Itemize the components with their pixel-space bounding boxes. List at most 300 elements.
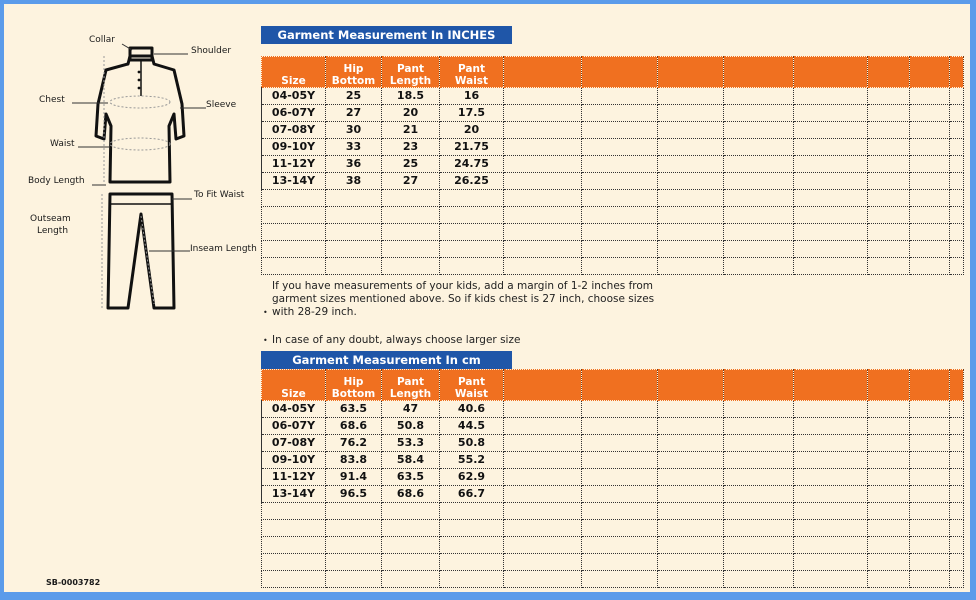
empty-cell	[950, 435, 964, 452]
empty-cell	[658, 139, 724, 156]
empty-cell	[950, 156, 964, 173]
empty-cell	[658, 122, 724, 139]
empty-cell	[868, 207, 910, 224]
size-cell: 04-05Y	[262, 401, 326, 418]
empty-cell	[582, 207, 658, 224]
empty-cell	[868, 503, 910, 520]
empty-cell	[582, 418, 658, 435]
empty-cell	[582, 520, 658, 537]
empty-cell	[794, 105, 868, 122]
empty-cell	[658, 503, 724, 520]
measurement-cell: 33	[326, 139, 382, 156]
measurement-cell: 50.8	[440, 435, 504, 452]
empty-cell	[910, 520, 950, 537]
empty-cell	[658, 207, 724, 224]
empty-cell	[262, 554, 326, 571]
empty-cell	[794, 241, 868, 258]
measurement-cell: 50.8	[382, 418, 440, 435]
empty-cell	[504, 537, 582, 554]
measurement-cell: 63.5	[326, 401, 382, 418]
empty-cell	[950, 401, 964, 418]
measurement-cell: 63.5	[382, 469, 440, 486]
empty-cell	[582, 88, 658, 105]
empty-cell	[382, 503, 440, 520]
empty-cell	[658, 258, 724, 275]
table-row	[262, 452, 964, 469]
empty-cell	[724, 173, 794, 190]
empty-cell	[910, 486, 950, 503]
empty-cell	[504, 401, 582, 418]
empty-cell	[504, 418, 582, 435]
empty-cell	[658, 435, 724, 452]
empty-cell	[724, 418, 794, 435]
empty-cell	[504, 241, 582, 258]
empty-cell	[440, 207, 504, 224]
empty-cell	[382, 537, 440, 554]
empty-cell	[868, 156, 910, 173]
empty-cell	[950, 105, 964, 122]
header-row	[262, 57, 964, 88]
empty-cell	[910, 105, 950, 122]
empty-cell	[658, 88, 724, 105]
size-cell: 11-12Y	[262, 469, 326, 486]
empty-cell	[910, 537, 950, 554]
empty-cell	[262, 503, 326, 520]
label-shoulder: Shoulder	[191, 46, 232, 56]
empty-cell	[658, 537, 724, 554]
empty-cell	[724, 537, 794, 554]
empty-cell	[950, 173, 964, 190]
empty-cell	[910, 207, 950, 224]
empty-cell	[724, 554, 794, 571]
empty-cell	[582, 105, 658, 122]
note-1-line-3: with 28-29 inch.	[272, 306, 357, 318]
empty-cell	[440, 537, 504, 554]
empty-cell	[262, 190, 326, 207]
empty-cell	[724, 571, 794, 588]
measurement-cell: 55.2	[440, 452, 504, 469]
empty-cell	[910, 452, 950, 469]
table-row	[262, 122, 964, 139]
empty-cell	[582, 224, 658, 241]
empty-cell	[504, 503, 582, 520]
empty-cell	[504, 554, 582, 571]
empty-cell	[724, 122, 794, 139]
empty-cell	[262, 258, 326, 275]
empty-cell	[504, 258, 582, 275]
empty-cell	[440, 571, 504, 588]
empty-cell	[504, 520, 582, 537]
empty-cell	[950, 452, 964, 469]
empty-cell	[504, 88, 582, 105]
empty-cell	[582, 173, 658, 190]
header-cell-empty	[868, 370, 910, 401]
empty-cell	[582, 156, 658, 173]
empty-cell	[326, 207, 382, 224]
size-cell: 09-10Y	[262, 139, 326, 156]
empty-cell	[382, 224, 440, 241]
header-cell-empty	[504, 57, 582, 88]
empty-cell	[326, 571, 382, 588]
empty-cell	[504, 156, 582, 173]
empty-cell	[382, 241, 440, 258]
measurement-cell: 25	[382, 156, 440, 173]
empty-cell	[262, 537, 326, 554]
empty-cell	[794, 520, 868, 537]
measurement-cell: 26.25	[440, 173, 504, 190]
header-row	[262, 370, 964, 401]
empty-cell	[504, 469, 582, 486]
empty-cell	[440, 241, 504, 258]
empty-cell	[504, 139, 582, 156]
empty-cell	[582, 139, 658, 156]
label-waist: Waist	[50, 139, 75, 149]
empty-cell	[794, 435, 868, 452]
empty-cell	[794, 190, 868, 207]
table-row	[262, 173, 964, 190]
empty-cell	[382, 520, 440, 537]
empty-cell	[868, 190, 910, 207]
empty-cell	[950, 224, 964, 241]
measurement-cell: 16	[440, 88, 504, 105]
empty-cell	[950, 139, 964, 156]
label-outseam-line1: Outseam	[30, 214, 71, 224]
note-1-line-2: garment sizes mentioned above. So if kids chest is 27 inch, choose sizes	[272, 293, 655, 305]
empty-cell	[504, 452, 582, 469]
empty-cell	[262, 207, 326, 224]
measurement-cell: 76.2	[326, 435, 382, 452]
empty-cell	[950, 520, 964, 537]
empty-cell	[658, 571, 724, 588]
size-cell: 09-10Y	[262, 452, 326, 469]
empty-cell	[440, 503, 504, 520]
empty-cell	[950, 190, 964, 207]
empty-cell	[504, 105, 582, 122]
empty-cell	[950, 486, 964, 503]
size-cell: 07-08Y	[262, 122, 326, 139]
empty-cell	[504, 224, 582, 241]
measurement-cell: 18.5	[382, 88, 440, 105]
empty-cell	[794, 418, 868, 435]
header-cell-empty	[724, 370, 794, 401]
empty-cell	[794, 452, 868, 469]
empty-cell	[504, 207, 582, 224]
empty-cell	[504, 173, 582, 190]
empty-cell	[582, 571, 658, 588]
empty-row	[262, 190, 964, 207]
measurement-cell: 27	[326, 105, 382, 122]
empty-cell	[582, 258, 658, 275]
empty-cell	[950, 241, 964, 258]
header-cell-empty	[504, 370, 582, 401]
empty-cell	[440, 520, 504, 537]
column-header: Pant Length	[382, 370, 440, 401]
empty-cell	[868, 105, 910, 122]
measurement-cell: 38	[326, 173, 382, 190]
header-cell-empty	[582, 370, 658, 401]
table-row	[262, 105, 964, 122]
empty-cell	[724, 207, 794, 224]
column-header: Pant Waist	[440, 57, 504, 88]
empty-cell	[910, 469, 950, 486]
empty-cell	[868, 88, 910, 105]
empty-cell	[950, 537, 964, 554]
measurement-cell: 83.8	[326, 452, 382, 469]
empty-cell	[910, 258, 950, 275]
measurement-cell: 68.6	[326, 418, 382, 435]
empty-cell	[504, 486, 582, 503]
measurement-cell: 58.4	[382, 452, 440, 469]
empty-cell	[868, 469, 910, 486]
table-row	[262, 435, 964, 452]
measurement-cell: 66.7	[440, 486, 504, 503]
measurement-cell: 30	[326, 122, 382, 139]
empty-cell	[658, 554, 724, 571]
column-header: Hip Bottom	[326, 370, 382, 401]
empty-cell	[950, 207, 964, 224]
empty-cell	[582, 486, 658, 503]
empty-cell	[658, 224, 724, 241]
header-cell-empty	[950, 370, 964, 401]
measurement-cell: 36	[326, 156, 382, 173]
empty-cell	[658, 190, 724, 207]
empty-cell	[504, 122, 582, 139]
empty-cell	[794, 122, 868, 139]
empty-row	[262, 207, 964, 224]
cm-table-title: Garment Measurement In cm	[261, 351, 512, 369]
header-cell-empty	[794, 370, 868, 401]
empty-cell	[504, 190, 582, 207]
kurta-collar	[130, 48, 152, 60]
empty-cell	[868, 554, 910, 571]
table-row	[262, 88, 964, 105]
empty-cell	[724, 88, 794, 105]
column-header: Pant Length	[382, 57, 440, 88]
label-outseam-line2: Length	[37, 226, 69, 236]
empty-cell	[658, 418, 724, 435]
measurement-cell: 25	[326, 88, 382, 105]
empty-cell	[326, 258, 382, 275]
empty-cell	[724, 139, 794, 156]
empty-cell	[950, 258, 964, 275]
measurement-cell: 91.4	[326, 469, 382, 486]
empty-cell	[724, 241, 794, 258]
measurement-cell: 23	[382, 139, 440, 156]
empty-cell	[868, 486, 910, 503]
size-cell: 11-12Y	[262, 156, 326, 173]
empty-cell	[262, 571, 326, 588]
empty-cell	[868, 122, 910, 139]
header-cell-empty	[658, 57, 724, 88]
empty-cell	[794, 469, 868, 486]
empty-cell	[794, 258, 868, 275]
empty-cell	[658, 173, 724, 190]
table-row	[262, 469, 964, 486]
empty-cell	[794, 224, 868, 241]
table-row	[262, 418, 964, 435]
column-header: Size	[262, 370, 326, 401]
empty-cell	[868, 173, 910, 190]
empty-cell	[950, 469, 964, 486]
empty-cell	[724, 503, 794, 520]
empty-cell	[794, 554, 868, 571]
empty-cell	[326, 554, 382, 571]
empty-cell	[658, 469, 724, 486]
product-code: SB-0003782	[46, 578, 101, 587]
empty-cell	[724, 520, 794, 537]
empty-cell	[868, 452, 910, 469]
empty-cell	[794, 173, 868, 190]
empty-cell	[658, 105, 724, 122]
empty-cell	[910, 554, 950, 571]
empty-cell	[910, 401, 950, 418]
empty-cell	[326, 241, 382, 258]
empty-cell	[658, 401, 724, 418]
label-to-fit-waist: To Fit Waist	[194, 190, 245, 200]
measurement-cell: 27	[382, 173, 440, 190]
measurement-cell: 24.75	[440, 156, 504, 173]
note-1-line-1: If you have measurements of your kids, add a margin of 1-2 inches from	[272, 280, 654, 292]
empty-cell	[326, 503, 382, 520]
empty-cell	[868, 435, 910, 452]
column-header: Size	[262, 57, 326, 88]
empty-cell	[582, 503, 658, 520]
empty-cell	[794, 139, 868, 156]
label-sleeve: Sleeve	[206, 100, 237, 110]
empty-row	[262, 241, 964, 258]
empty-cell	[868, 258, 910, 275]
empty-cell	[724, 105, 794, 122]
measurement-cell: 96.5	[326, 486, 382, 503]
header-cell-empty	[724, 57, 794, 88]
measurement-cell: 47	[382, 401, 440, 418]
empty-cell	[910, 418, 950, 435]
empty-cell	[910, 503, 950, 520]
empty-cell	[868, 139, 910, 156]
empty-cell	[382, 207, 440, 224]
garment-illustration	[4, 4, 264, 594]
measurement-cell: 17.5	[440, 105, 504, 122]
empty-cell	[950, 122, 964, 139]
empty-cell	[658, 486, 724, 503]
empty-cell	[440, 258, 504, 275]
empty-cell	[382, 258, 440, 275]
empty-row	[262, 224, 964, 241]
label-inseam-length: Inseam Length	[190, 244, 257, 254]
bullet-icon: •	[263, 336, 268, 345]
empty-cell	[504, 571, 582, 588]
empty-cell	[724, 435, 794, 452]
empty-cell	[868, 520, 910, 537]
empty-cell	[658, 520, 724, 537]
label-chest: Chest	[39, 95, 65, 105]
table-row	[262, 139, 964, 156]
empty-cell	[868, 224, 910, 241]
empty-cell	[262, 241, 326, 258]
empty-cell	[794, 537, 868, 554]
empty-cell	[950, 418, 964, 435]
empty-cell	[582, 241, 658, 258]
measurement-cell: 62.9	[440, 469, 504, 486]
measurement-cell: 20	[440, 122, 504, 139]
empty-cell	[794, 503, 868, 520]
header-cell-empty	[582, 57, 658, 88]
empty-cell	[910, 88, 950, 105]
measurement-cell: 21.75	[440, 139, 504, 156]
empty-cell	[950, 554, 964, 571]
empty-cell	[910, 241, 950, 258]
size-cell: 06-07Y	[262, 105, 326, 122]
empty-cell	[504, 435, 582, 452]
size-cell: 13-14Y	[262, 173, 326, 190]
empty-cell	[582, 122, 658, 139]
empty-cell	[382, 190, 440, 207]
measurement-cell: 20	[382, 105, 440, 122]
header-cell-empty	[794, 57, 868, 88]
header-cell-empty	[658, 370, 724, 401]
empty-cell	[950, 503, 964, 520]
size-cell: 04-05Y	[262, 88, 326, 105]
column-header: Hip Bottom	[326, 57, 382, 88]
empty-cell	[582, 401, 658, 418]
empty-cell	[326, 537, 382, 554]
size-cell: 13-14Y	[262, 486, 326, 503]
empty-cell	[910, 571, 950, 588]
empty-cell	[582, 452, 658, 469]
header-cell-empty	[910, 370, 950, 401]
empty-cell	[910, 190, 950, 207]
empty-cell	[868, 401, 910, 418]
header-cell-empty	[950, 57, 964, 88]
empty-cell	[440, 190, 504, 207]
empty-cell	[794, 207, 868, 224]
empty-cell	[262, 224, 326, 241]
measurement-cell: 53.3	[382, 435, 440, 452]
empty-cell	[382, 554, 440, 571]
empty-cell	[794, 88, 868, 105]
empty-row	[262, 554, 964, 571]
empty-cell	[724, 486, 794, 503]
empty-cell	[326, 190, 382, 207]
header-cell-empty	[868, 57, 910, 88]
empty-cell	[794, 156, 868, 173]
empty-row	[262, 520, 964, 537]
empty-cell	[440, 224, 504, 241]
empty-row	[262, 503, 964, 520]
size-cell: 06-07Y	[262, 418, 326, 435]
empty-cell	[582, 554, 658, 571]
empty-row	[262, 258, 964, 275]
table-row	[262, 486, 964, 503]
empty-cell	[658, 241, 724, 258]
empty-cell	[582, 469, 658, 486]
label-collar: Collar	[89, 35, 116, 45]
measurement-cell: 40.6	[440, 401, 504, 418]
header-cell-empty	[910, 57, 950, 88]
kurta-outline	[96, 56, 184, 182]
inches-table	[261, 56, 964, 275]
size-chart-sheet	[4, 4, 970, 592]
empty-cell	[724, 224, 794, 241]
empty-row	[262, 571, 964, 588]
cm-table	[261, 369, 964, 588]
empty-cell	[910, 156, 950, 173]
empty-cell	[440, 554, 504, 571]
empty-cell	[794, 486, 868, 503]
empty-cell	[794, 571, 868, 588]
empty-cell	[582, 190, 658, 207]
empty-cell	[724, 190, 794, 207]
